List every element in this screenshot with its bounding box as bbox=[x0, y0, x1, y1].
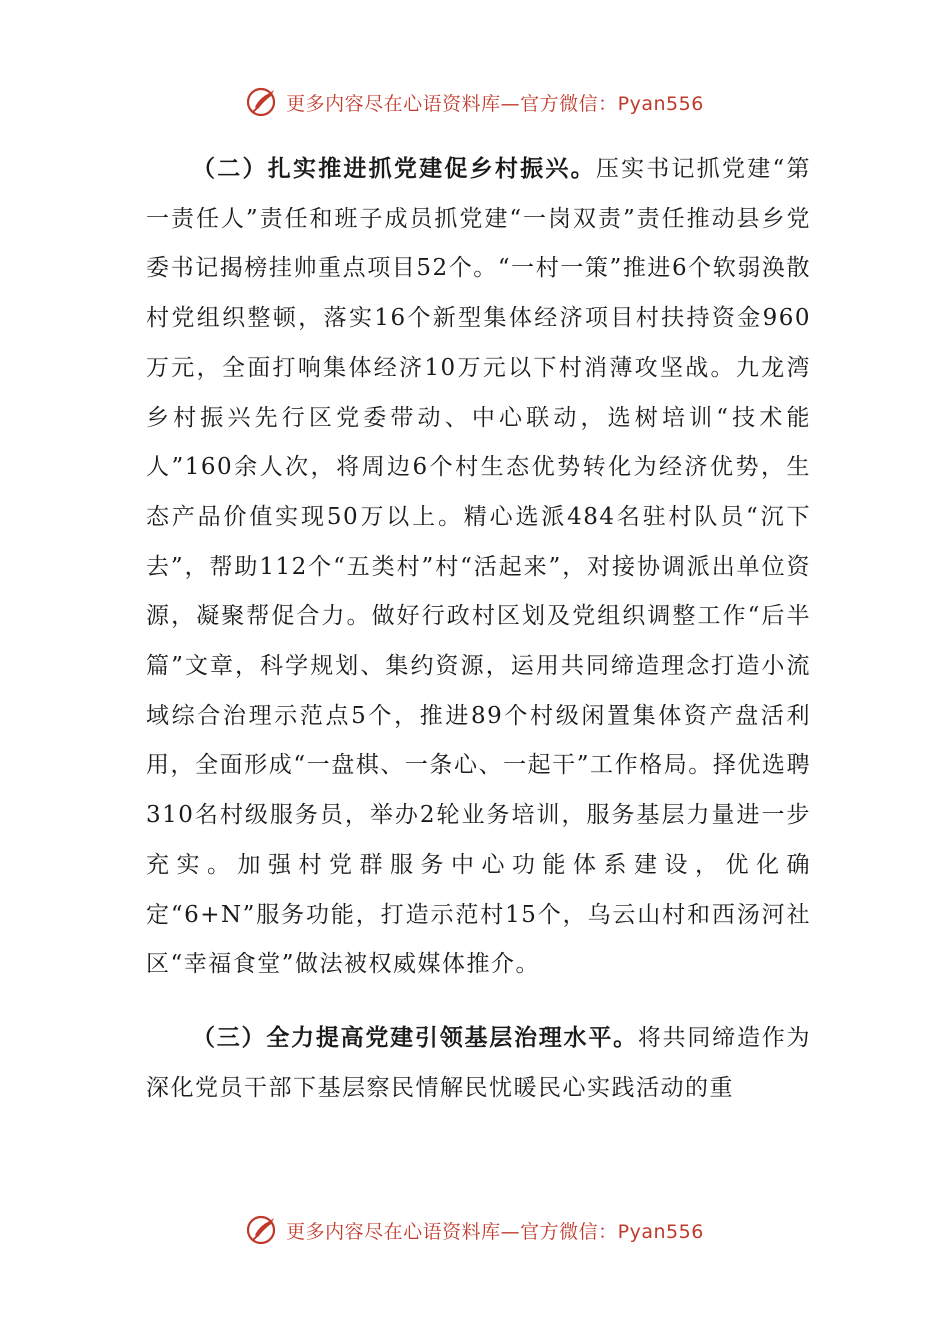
pen-logo-icon bbox=[246, 85, 280, 119]
paragraph bbox=[146, 1014, 811, 1113]
watermark-text: 更多内容尽在心语资料库—官方微信：Pyan556 bbox=[286, 92, 704, 115]
watermark-footer bbox=[0, 1210, 950, 1250]
watermark-text: 更多内容尽在心语资料库—官方微信：Pyan556 bbox=[286, 1220, 704, 1243]
section-heading: （二）扎实推进抓党建促乡村振兴。 bbox=[192, 156, 596, 182]
paragraph-text: 压实书记抓党建“第一责任人”责任和班子成员抓党建“一岗双责”责任推动县乡党委书记揭榜挂帅重点项目52个。“一村一策”推进6个软弱涣散村党组织整顿，落实16个新型集体经济项目村扶持资金960万元，全面打响集体经济10万元以下村消薄攻坚战。九龙湾乡村振兴先行区党委带动、中心联动，选树培训“技术能人”160余人次，将周边6个村生态优势转化为经济优势，生态产品价值实现50万以上。精心选派484名驻村队员“沉下去”，帮助112个“五类村”村“活起来”，对接协调派出单位资源，凝聚帮促合力。做好行政村区划及党组织调整工作“后半篇”文章，科学规划、集约资源，运用共同缔造理念打造小流域综合治理示范点5个，推进89个村级闲置集体资产盘活利用，全面形成“一盘棋、一条心、一起干”工作格局。择优选聘310名村级服务员，举办2轮业务培训，服务基层力量进一步充实。加强村党群服务中心功能体系建设，优化确定“6+N”服务功能，打造示范村15个，乌云山村和西汤河社区“幸福食堂”做法被权威媒体推介。 bbox=[146, 156, 811, 978]
pen-logo-icon bbox=[246, 1213, 280, 1247]
paragraph-text: 将共同缔造作为深化党员干部下基层察民情解民忧暖民心实践活动的重 bbox=[146, 1024, 812, 1101]
section-heading: （三）全力提高党建引领基层治理水平。 bbox=[192, 1024, 638, 1051]
watermark-header bbox=[0, 82, 950, 122]
document-body bbox=[146, 145, 811, 1113]
paragraph bbox=[146, 145, 811, 990]
